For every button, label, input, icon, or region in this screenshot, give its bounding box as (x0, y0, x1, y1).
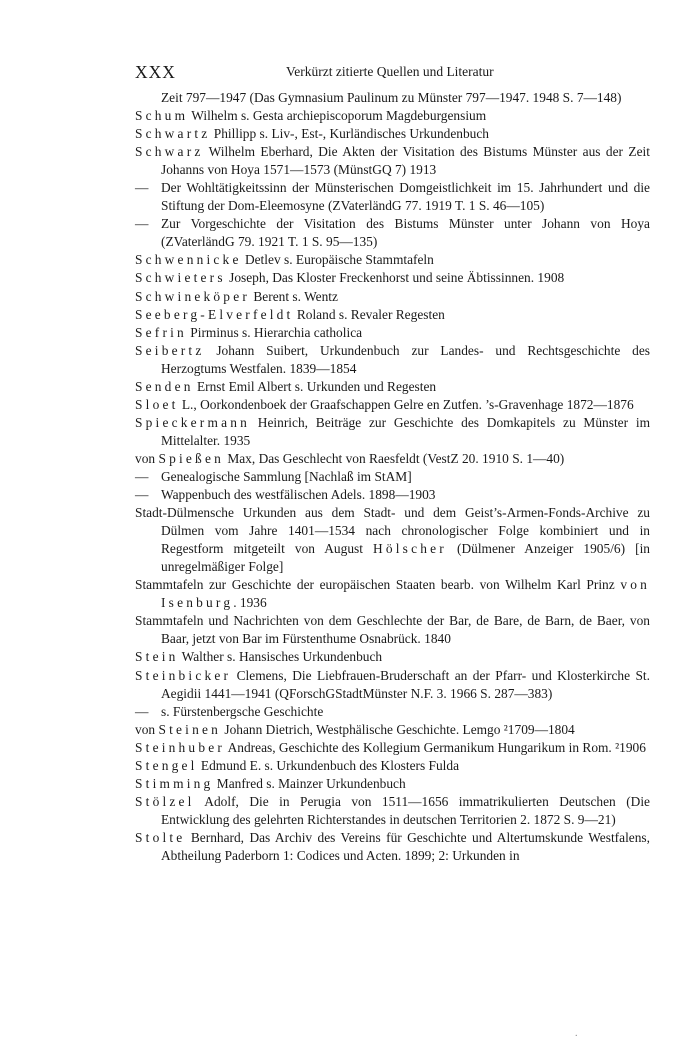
bibliography-entry (135, 378, 650, 396)
running-title: Verkürzt zitierte Quellen und Literatur (286, 64, 494, 79)
author-surname: Spieckermann (135, 414, 250, 430)
bibliography-entry (135, 288, 650, 306)
bibliography-list (135, 89, 650, 865)
author-surname: Steinen (158, 721, 222, 737)
dash-mark: — (135, 468, 149, 484)
entry-text: s. Fürstenbergsche Geschichte (161, 703, 324, 719)
bibliography-entry (135, 721, 650, 739)
entry-text: Manfred s. Mainzer Urkundenbuch (213, 775, 406, 791)
bibliography-entry (135, 612, 650, 648)
entry-same-author (135, 179, 650, 215)
author-surname: Steinbicker (135, 667, 232, 683)
dash-mark: — (135, 487, 149, 503)
bibliography-entry (135, 757, 650, 775)
entry-text: Wilhelm Eberhard, Die Akten der Visitation des Bistums Münster aus der Zeit Johanns von Hoya 1571—1573 (MünstGQ 7) 1913 (161, 144, 650, 178)
entry-text: Andreas, Geschichte des Kollegium Germanikum Hungarikum in Rom. ²1906 (225, 739, 646, 755)
author-prefix: von (135, 721, 159, 737)
dash-mark: — (135, 216, 149, 232)
dash-mark: — (135, 180, 149, 196)
entry-continuation (135, 89, 650, 107)
bibliography-entry (135, 739, 650, 757)
bibliography-entry (135, 793, 650, 829)
entry-text: Wilhelm s. Gesta archiepiscoporum Magdeburgensium (188, 108, 487, 124)
entry-text: Max, Das Geschlecht von Raesfeldt (VestZ 20. 1910 S. 1—40) (223, 450, 565, 466)
author-surname: Stengel (135, 757, 198, 773)
author-surname: Schwennicke (135, 252, 242, 268)
entry-text: Stammtafeln zur Geschichte der europäischen Staaten bearb. von Wilhelm Karl Prinz (135, 577, 621, 593)
author-surname: Sloet (135, 396, 179, 412)
author-surname: Schwineköper (135, 288, 251, 304)
entry-text: Adolf, Die in Perugia von 1511—1656 immatrikulierten Deutschen (Die Entwicklung des gelehrten Richterstandes in deutschen Territorien 2. 1872 S. 9—21) (161, 793, 650, 827)
author-surname: Schwieters (135, 270, 226, 286)
bibliography-entry (135, 306, 650, 324)
spaced-name: von Isenburg (161, 577, 650, 611)
entry-text: Stammtafeln und Nachrichten von dem Geschlechte der Bar, de Bare, de Barn, de Baer, von Baar, jetzt von Bar im Fürstenthume Osnabrück. 1840 (135, 613, 650, 647)
entry-text: Ernst Emil Albert s. Urkunden und Regesten (193, 378, 437, 394)
bibliography-entry (135, 251, 650, 269)
author-surname: Spießen (158, 450, 224, 466)
entry-text: Heinrich, Beiträge zur Geschichte des Domkapitels zu Münster im Mittelalter. 1935 (161, 414, 650, 448)
footer-mark: . (575, 1028, 578, 1039)
author-surname: Schum (135, 108, 189, 124)
author-surname: Schwartz (135, 126, 211, 142)
page-header (135, 62, 650, 82)
entry-text: Phillipp s. Liv-, Est-, Kurländisches Urkundenbuch (210, 126, 489, 142)
bibliography-entry (135, 576, 650, 612)
entry-text: Wappenbuch des westfälischen Adels. 1898—1903 (161, 487, 436, 503)
author-surname: Stölzel (135, 793, 195, 809)
dash-mark: — (135, 703, 149, 719)
author-surname: Senden (135, 378, 194, 394)
bibliography-entry (135, 269, 650, 287)
entry-text: Genealogische Sammlung [Nachlaß im StAM] (161, 468, 412, 484)
bibliography-entry (135, 504, 650, 576)
bibliography-entry (135, 450, 650, 468)
entry-text: Joseph, Das Kloster Freckenhorst und seine Äbtissinnen. 1908 (225, 270, 565, 286)
bibliography-entry (135, 775, 650, 793)
bibliography-entry (135, 107, 650, 125)
entry-text: Der Wohltätigkeitssinn der Münsterischen Domgeistlichkeit im 15. Jahrhundert und die Stiftung der Dom-Eleemosyne (ZVaterländG 77. 1919 T. 1 S. 46—105) (161, 180, 650, 214)
author-prefix: von (135, 450, 159, 466)
author-surname: Stimming (135, 775, 214, 791)
author-surname: Seibertz (135, 342, 205, 358)
entry-text: Clemens, Die Liebfrauen-Bruderschaft an der Pfarr- und Klosterkirche St. Aegidii 1441—1941 (QForschGStadtMünster N.F. 3. 1966 S. 287—383) (161, 667, 650, 701)
bibliography-entry (135, 143, 650, 179)
entry-same-author (135, 215, 650, 251)
entry-text: (Dülmener Anzeiger 1905/6) [in unregelmäßiger Folge] (161, 541, 650, 575)
entry-text: Pirminus s. Hierarchia catholica (186, 324, 363, 340)
entry-text: Roland s. Revaler Regesten (293, 306, 445, 322)
author-surname: Schwarz (135, 144, 204, 160)
bibliography-entry (135, 829, 650, 865)
author-surname: Seeberg-Elverfeldt (135, 306, 294, 322)
entry-text: Detlev s. Europäische Stammtafeln (241, 252, 434, 268)
bibliography-entry (135, 125, 650, 143)
author-surname: Sefrin (135, 324, 187, 340)
entry-text: Johann Dietrich, Westphälische Geschichte. Lemgo ²1709—1804 (221, 721, 575, 737)
entry-text: . 1936 (233, 595, 267, 611)
entry-same-author (135, 468, 650, 486)
spaced-name: Hölscher (373, 541, 447, 557)
entry-text: Bernhard, Das Archiv des Vereins für Geschichte und Altertumskunde Westfalens, Abtheilung Paderborn 1: Codices und Acten. 1899; 2: Urkunden in (161, 829, 650, 863)
author-surname: Stein (135, 649, 179, 665)
entry-text: Edmund E. s. Urkundenbuch des Klosters Fulda (197, 757, 460, 773)
entry-text: Stadt-Dülmensche Urkunden aus dem Stadt- und dem Geist’s-Armen-Fonds-Archive zu Dülmen vom Jahre 1401—1534 nach chronologischer Folge kombiniert und in Regestform mitgeteilt von August (135, 505, 650, 557)
bibliography-entry (135, 667, 650, 703)
entry-same-author (135, 486, 650, 504)
bibliography-entry (135, 648, 650, 666)
entry-text: Zur Vorgeschichte der Visitation des Bistums Münster unter Johann von Hoya (ZVaterländG 79. 1921 T. 1 S. 95—135) (161, 216, 650, 250)
author-surname: Stolte (135, 829, 186, 845)
bibliography-entry (135, 396, 650, 414)
bibliography-entry (135, 342, 650, 378)
entry-text: L., Oorkondenboek der Graafschappen Gelre en Zutfen. ’s-Gravenhage 1872—1876 (178, 396, 634, 412)
entry-text: Johann Suibert, Urkundenbuch zur Landes- und Rechtsgeschichte des Herzogtums Westfalen. 1839—1854 (161, 342, 650, 376)
entry-same-author (135, 703, 650, 721)
bibliography-entry (135, 414, 650, 450)
author-surname: Steinhuber (135, 739, 226, 755)
page-number: XXX (135, 62, 176, 82)
entry-text: Berent s. Wentz (250, 288, 338, 304)
entry-text: Zeit 797—1947 (Das Gymnasium Paulinum zu Münster 797—1947. 1948 S. 7—148) (161, 90, 622, 105)
entry-text: Walther s. Hansisches Urkundenbuch (178, 649, 383, 665)
bibliography-entry (135, 324, 650, 342)
